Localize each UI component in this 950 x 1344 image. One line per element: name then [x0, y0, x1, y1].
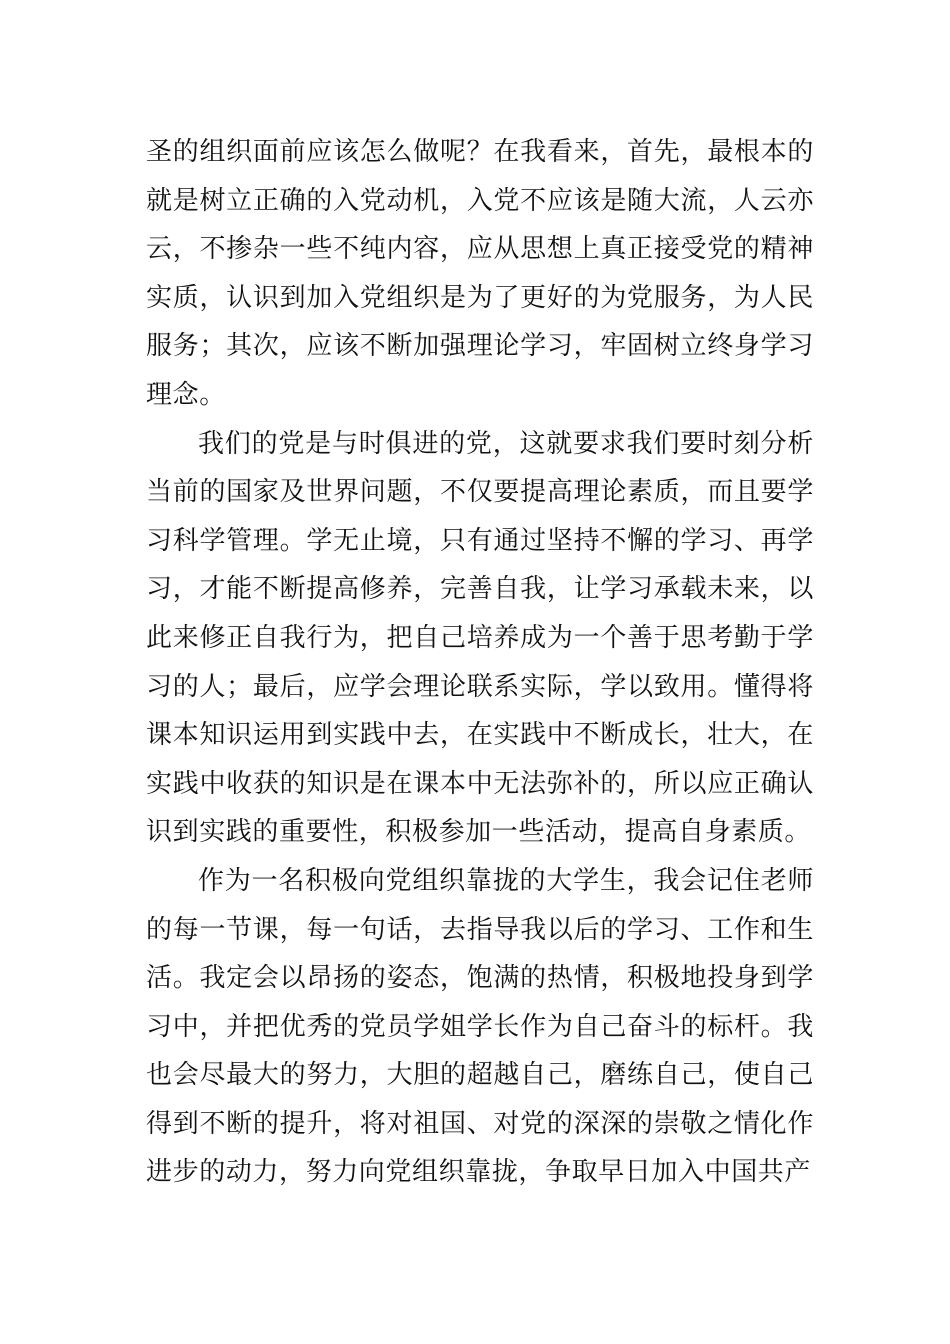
- document-body: [146, 128, 814, 1197]
- paragraph-3: 作为一名积极向党组织靠拢的大学生，我会记住老师的每一节课，每一句话，去指导我以后的学习、工作和生活。我定会以昂扬的姿态，饱满的热情，积极地投身到学习中，并把优秀的党员学姐学长作为自己奋斗的标杆。我也会尽最大的努力，大胆的超越自己，磨练自己，使自己得到不断的提升，将对祖国、对党的深深的崇敬之情化作进步的动力，努力向党组织靠拢，争取早日加入中国共产: [146, 865, 814, 1188]
- paragraph-2: 我们的党是与时俱进的党，这就要求我们要时刻分析当前的国家及世界问题，不仅要提高理论素质，而且要学习科学管理。学无止境，只有通过坚持不懈的学习、再学习，才能不断提高修养，完善自我，让学习承载未来，以此来修正自我行为，把自己培养成为一个善于思考勤于学习的人；最后，应学会理论联系实际，学以致用。懂得将课本知识运用到实践中去，在实践中不断成长，壮大，在实践中收获的知识是在课本中无法弥补的，所以应正确认识到实践的重要性，积极参加一些活动，提高自身素质。: [146, 428, 814, 848]
- paragraph-1: 圣的组织面前应该怎么做呢？在我看来，首先，最根本的就是树立正确的入党动机，入党不应该是随大流，人云亦云，不掺杂一些不纯内容，应从思想上真正接受党的精神实质，认识到加入党组织是为了更好的为党服务，为人民服务；其次，应该不断加强理论学习，牢固树立终身学习理念。: [146, 137, 814, 410]
